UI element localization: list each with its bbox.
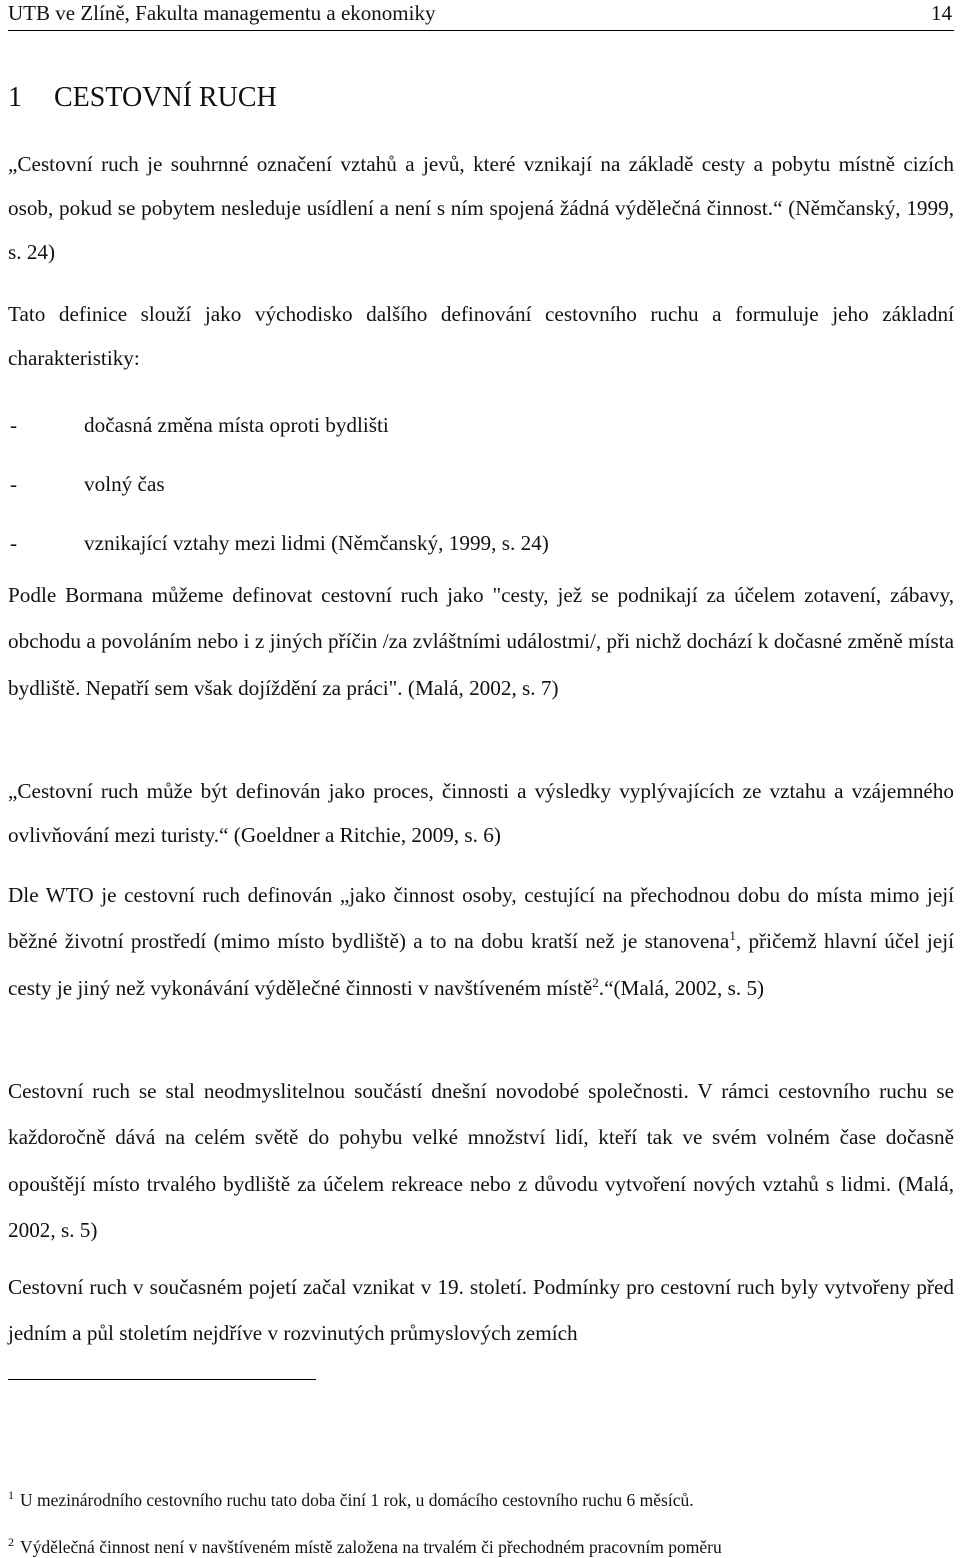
footnote-ref-1: 1 [729, 928, 736, 944]
running-header [8, 0, 954, 31]
list-item [8, 514, 954, 573]
list-item [8, 396, 954, 455]
footnote-2 [8, 1531, 722, 1558]
footnote-text: Výdělečná činnost není v navštíveném místě založena na trvalém či přechodném pracovním poměru [20, 1537, 722, 1558]
footnote-number: 1 [8, 1488, 14, 1502]
page-number: 14 [931, 1, 952, 25]
history-paragraph: Cestovní ruch v současném pojetí začal vznikat v 19. století. Podmínky pro cestovní ruch byly vytvořeny před jedním a půl stoletím nejdříve v rozvinutých průmyslových zemích [8, 1275, 954, 1346]
footnote-text: U mezinárodního cestovního ruchu tato doba činí 1 rok, u domácího cestovního ruchu 6 měsíců. [20, 1490, 694, 1511]
list-dash: - [10, 413, 18, 437]
wto-text-1: Dle WTO je cestovní ruch definován „jako činnost osoby, cestující na přechodnou dobu do místa mimo její běžné životní prostředí (mimo místo bydliště) a to na dobu kratší než je stanovena [8, 883, 954, 954]
goeldner-quote-paragraph: „Cestovní ruch může být definován jako proces, činnosti a výsledky vyplývajících ze vztahu a vzájemného ovlivňování mezi turisty.“ (Goeldner a Ritchie, 2009, s. 6) [8, 779, 954, 847]
footnote-separator [8, 1379, 316, 1380]
wto-text-3: .“(Malá, 2002, s. 5) [598, 975, 765, 1000]
society-paragraph: Cestovní ruch se stal neodmyslitelnou součástí dnešní novodobé společnosti. V rámci cestovního ruchu se každoročně dává na celém světě do pohybu velké množství lidí, kteří tak ve svém volném čase dočasně opouštějí místo trvalého bydliště za účelem rekreace nebo z důvodu vytvoření nových vztahů s lidmi. (Malá, 2002, s. 5) [8, 1079, 954, 1242]
footnote-ref-2: 2 [592, 974, 599, 990]
characteristics-list [8, 396, 954, 573]
wto-paragraph [8, 872, 954, 1011]
document-page [8, 0, 954, 1556]
list-item-text: volný čas [84, 472, 165, 496]
list-item [8, 455, 954, 514]
list-dash: - [10, 472, 18, 496]
footnote-1 [8, 1484, 694, 1511]
header-title: UTB ve Zlíně, Fakulta managementu a ekonomiky [8, 1, 436, 25]
chapter-heading [8, 80, 277, 116]
chapter-title: CESTOVNÍ RUCH [54, 82, 277, 113]
list-item-text: dočasná změna místa oproti bydlišti [84, 413, 389, 437]
definition-paragraph: Tato definice slouží jako východisko dalšího definování cestovního ruchu a formuluje jeho základní charakteristiky: [8, 302, 954, 370]
list-item-text: vznikající vztahy mezi lidmi (Němčanský, 1999, s. 24) [84, 531, 549, 555]
chapter-number: 1 [8, 82, 22, 113]
bormann-paragraph: Podle Bormana můžeme definovat cestovní ruch jako "cesty, jež se podnikají za účelem zotavení, zábavy, obchodu a povoláním nebo i z jiných příčin /za zvláštními událostmi/, při nichž dochází k dočasné změně místa bydliště. Nepatří sem však dojíždění za práci". (Malá, 2002, s. 7) [8, 583, 954, 700]
list-dash: - [10, 531, 18, 555]
footnote-number: 2 [8, 1535, 14, 1549]
quote-paragraph-1: „Cestovní ruch je souhrnné označení vztahů a jevů, které vznikají na základě cesty a pobytu místně cizích osob, pokud se pobytem nesleduje usídlení a není s ním spojená žádná výdělečná činnost.“ (Němčanský, 1999, s. 24) [8, 152, 954, 264]
wto-text-2: , přičemž hlavní účel její cesty je jiný než vykonávání výdělečné činnosti v navštíveném místě [8, 929, 954, 1000]
